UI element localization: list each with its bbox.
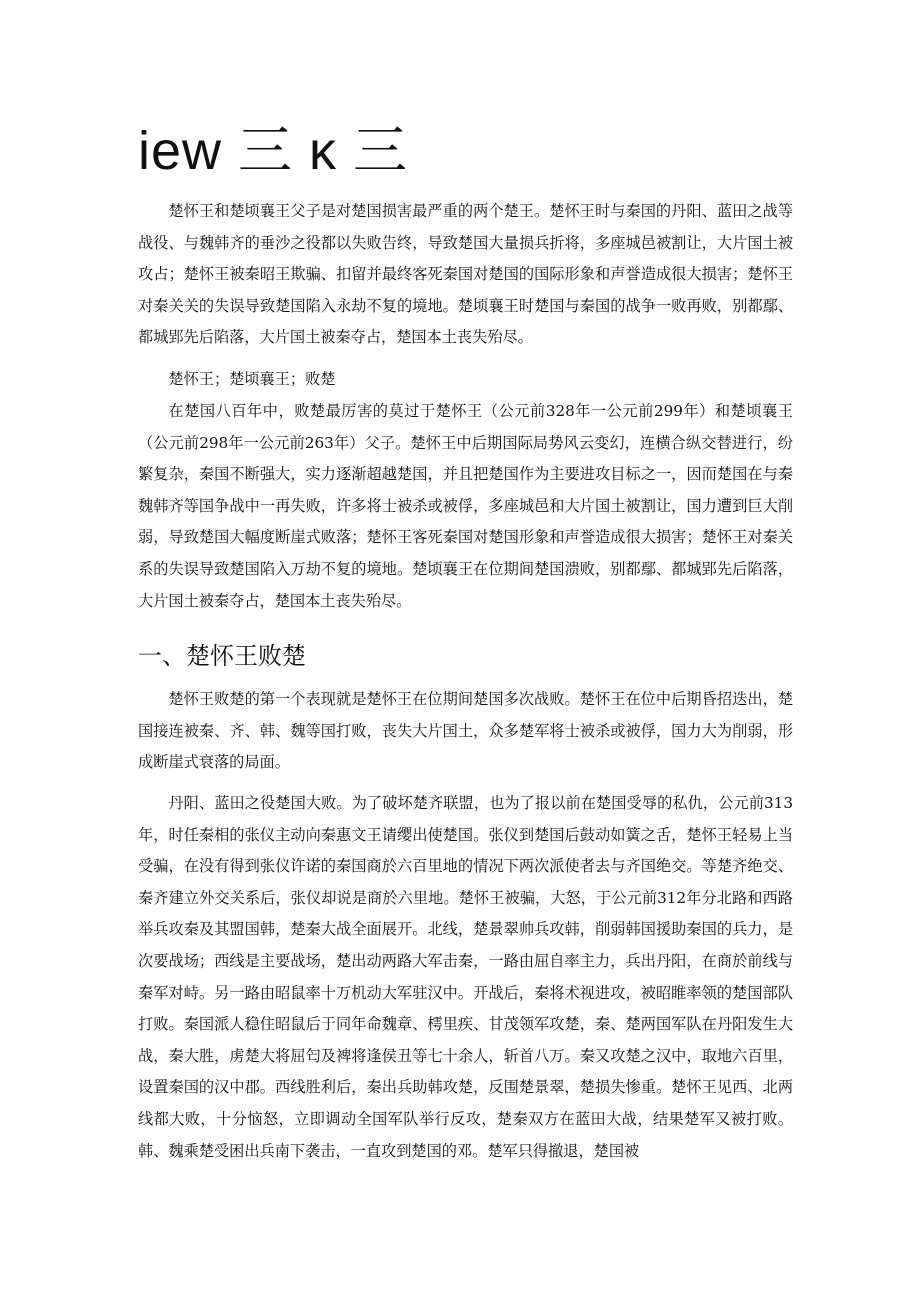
document-title: iew 三 κ 三 [138, 121, 409, 181]
section-heading: 一、楚怀王败楚 [138, 642, 306, 670]
body-paragraph: 楚怀王败楚的第一个表现就是楚怀王在位期间楚国多次战败。楚怀王在位中后期昏招迭出，楚国接连被秦、齐、韩、魏等国打败，丧失大片国土，众多楚军将士被杀或被俘，国力大为削弱，形成断崖式衰落的局面。 [138, 690, 793, 772]
intro-paragraph: 在楚国八百年中，败楚最厉害的莫过于楚怀王（公元前328年一公元前299年）和楚顷襄王（公元前298年一公元前263年）父子。楚怀王中后期国际局势风云变幻，连横合纵交替进行，纷繁复杂，秦国不断强大，实力逐渐超越楚国，并且把楚国作为主要进攻目标之一，因而楚国在与秦魏韩齐等国争战中一再失败，许多将士被杀或被俘，多座城邑和大片国土被割让，国力遭到巨大削弱，导致楚国大幅度断崖式败落；楚怀王客死秦国对楚国形象和声誉造成很大损害；楚怀王对秦关系的失误导致楚国陷入万劫不复的境地。楚顷襄王在位期间楚国溃败，别都鄢、都城郢先后陷落，大片国土被秦夺占，楚国本土丧失殆尽。 [138, 402, 793, 610]
body-paragraph: 丹阳、蓝田之役楚国大败。为了破坏楚齐联盟，也为了报以前在楚国受辱的私仇，公元前313年，时任秦相的张仪主动向秦惠文王请缨出使楚国。张仪到楚国后鼓动如簧之舌，楚怀王轻易上当受骗，在没有得到张仪许诺的秦国商於六百里地的情况下两次派使者去与齐国绝交。等楚齐绝交、秦齐建立外交关系后，张仪却说是商於六里地。楚怀王被骗，大怒，于公元前312年分北路和西路举兵攻秦及其盟国韩，楚秦大战全面展开。北线，楚景翠帅兵攻韩，削弱韩国援助秦国的兵力，是次要战场；西线是主要战场，楚出动两路大军击秦，一路由屈自率主力，兵出丹阳，在商於前线与秦军对峙。另一路由昭鼠率十万机动大军驻汉中。开战后，秦将术视进攻，被昭睢率领的楚国部队打败。秦国派人稳住昭鼠后于同年命魏章、樗里疾、甘茂领军攻楚，秦、楚两国军队在丹阳发生大战，秦大胜，虏楚大将屈匄及裨将逢侯丑等七十余人，斩首八万。秦又攻楚之汉中，取地六百里，设置秦国的汉中郡。西线胜利后，秦出兵助韩攻楚，反围楚景翠，楚损失惨重。楚怀王见西、北两线都大败，十分恼怒，立即调动全国军队举行反攻，楚秦双方在蓝田大战，结果楚军又被打败。韩、魏乘楚受困出兵南下袭击，一直攻到楚国的邓。楚军只得撤退，楚国被 [138, 794, 793, 1160]
abstract-paragraph: 楚怀王和楚顷襄王父子是对楚国损害最严重的两个楚王。楚怀王时与秦国的丹阳、蓝田之战等战役、与魏韩齐的垂沙之役都以失败告终，导致楚国大量损兵折将，多座城邑被割让，大片国土被攻占；楚怀王被秦昭王欺骗、扣留并最终客死秦国对楚国的国际形象和声誉造成很大损害；楚怀王对秦关关的失误导致楚国陷入永劫不复的境地。楚顷襄王时楚国与秦国的战争一败再败，别都鄢、都城郢先后陷落，大片国土被秦夺占，楚国本土丧失殆尽。 [138, 202, 793, 347]
keywords-line: 楚怀王；楚顷襄王；败楚 [168, 370, 336, 388]
